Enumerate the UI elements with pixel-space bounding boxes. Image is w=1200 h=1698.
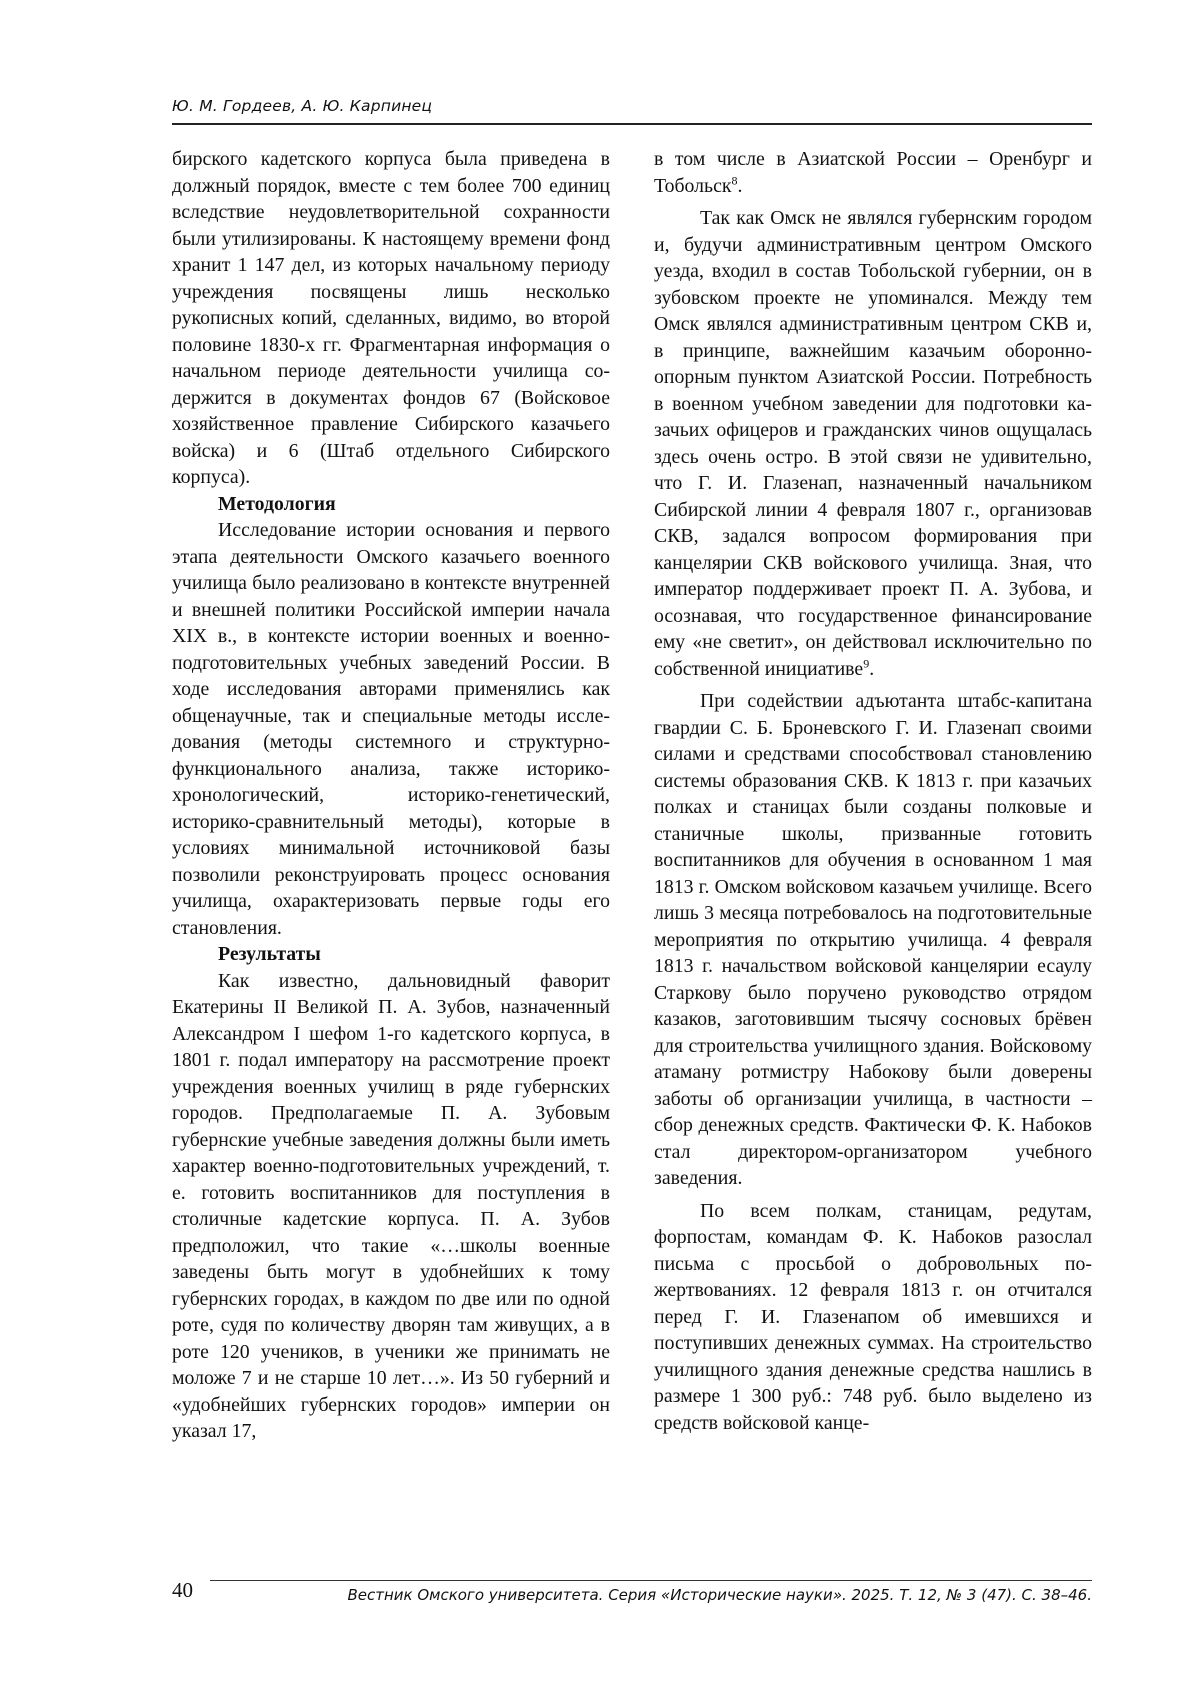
heading-methodology: Методология [218, 492, 336, 515]
right-column [654, 146, 1092, 1436]
right-paragraph-1-text: в том числе в Азиатской России – Оренбург и Тобольск [654, 148, 1092, 197]
right-paragraph-2-text: Так как Омск не являлся губернским городом и, будучи административным центром Омского уезда, входил в состав Тобольской губернии, он в зубовском проекте не упоминался. Между тем Омск являлся административным центром СКВ и, в принципе, важнейшим казачьим оборонно-опорным пунктом Азиатской России. Потребность в военном учебном заведении для подготовки казачьих офицеров и гражданских чинов ощущалась здесь очень остро. В этой связи не удивительно, что Г. И. Глазенап, назначенный начальником Сибирской линии 4 февраля 1807 г., организовав СКВ, задался вопросом формирования при канцелярии СКВ войскового училища. Зная, что император поддерживает проект П. А. Зубова, и осознавая, что государственное финансирование ему «не светит», он действовал исключительно по собственной инициативе [654, 207, 1092, 680]
right-paragraph-1 [654, 146, 1092, 199]
left-paragraph-3: Как известно, дальновидный фаворит Екатерины II Великой П. А. Зубов, назначенный Александром I шефом 1-го кадетского корпуса, в 1801 г. подал императору на рассмотрение проект учреждения военных училищ в ряде губернских городов. Предполагаемые П. А. Зубовым губернские учебные заведения должны были иметь характер военно-подготовительных учреждений, т. е. готовить воспитанников для поступления в столичные кадетские корпуса. П. А. Зубов предположил, что такие «…школы военные заведены быть могут в удобнейших к тому губернских городах, в каждом по две или по одной роте, судя по количеству дворян там живущих, а в роте 120 учеников, в ученики же принимать не моложе 7 и не старше 10 лет…». Из 50 губерний и «удобнейших губернских городов» империи он указал 17, [172, 969, 610, 1442]
footnote-ref-8[interactable]: 8 [731, 172, 738, 187]
footer-rule [210, 1580, 1092, 1581]
footnote-ref-9[interactable]: 9 [863, 655, 870, 670]
right-paragraph-4: По всем полкам, станицам, редутам, форпостам, командам Ф. К. Набоков разослал письма с просьбой о добровольных пожертвованиях. 12 февраля 1813 г. он отчитался перед Г. И. Глазенапом об имевшихся и поступивших денежных суммах. На строительство училищного здания денежные средства нашлись в размере 1 300 руб.: 748 руб. было выделено из средств войсковой канце- [654, 1199, 1092, 1434]
left-column [172, 146, 610, 1445]
running-header-authors: Ю. М. Гордеев, А. Ю. Карпинец [172, 97, 433, 115]
left-paragraph-2: Исследование истории основания и первого этапа деятельности Омского казачьего военного училища было реализовано в контексте внутренней и внешней политики Российской империи начала XIX в., в контексте истории военных и военно-подготовительных учебных заведений России. В ходе исследования авторами применялись как общенаучные, так и специальные методы исследования (методы системного и структурно-функционального анализа, также историко-хронологический, историко-генетический, историко-сравнительный методы), которые в условиях минимальной источниковой базы позволили реконструировать процесс основания училища, охарактеризовать первые годы его становления. [172, 519, 610, 939]
header-rule [172, 123, 1092, 125]
left-paragraph-1: бирского кадетского корпуса была приведена в должный порядок, вместе с тем более 700 единиц вследствие неудовлетворительной сохранности были утилизированы. К настоящему времени фонд хранит 1 147 дел, из которых начальному периоду учреждения посвящены лишь несколько рукописных копий, сделанных, видимо, во второй половине 1830-х гг. Фрагментарная информация о начальном периоде деятельности училища содержится в документах фондов 67 (Войсковое хозяйственное правление Сибирского казачьего войска) и 6 (Штаб отдельного Сибирского корпуса). [172, 148, 610, 488]
right-paragraph-1-end: . [737, 174, 743, 197]
right-paragraph-2-end: . [869, 657, 875, 680]
footer-journal-citation: Вестник Омского университета. Серия «Исторические науки». 2025. Т. 12, № 3 (47). С. 38–46. [347, 1586, 1092, 1604]
page-number: 40 [172, 1578, 193, 1602]
heading-results: Результаты [218, 943, 321, 965]
right-paragraph-3: При содействии адъютанта штабс-капитана гвардии С. Б. Броневского Г. И. Глазенап своими силами и средствами способствовал становлению системы образования СКВ. К 1813 г. при казачьих полках и станицах были созданы полковые и станичные школы, призванные готовить воспитанников для обучения в основанном 1 мая 1813 г. Омском войсковом казачьем училище. Всего лишь 3 месяца потребовалось на подготовительные мероприятия по открытию училища. 4 февраля 1813 г. начальством войсковой канцелярии есаулу Старкову было поручено руководство отрядом казаков, заготовившим тысячу сосновых брёвен для строительства училищного здания. Войсковому атаману ротмистру Набокову были доверены заботы об организации училища, в частности – сбор денежных средств. Фактически Ф. К. Набоков стал директором-организатором учебного заведения. [654, 690, 1092, 1189]
right-paragraph-2 [654, 205, 1092, 682]
